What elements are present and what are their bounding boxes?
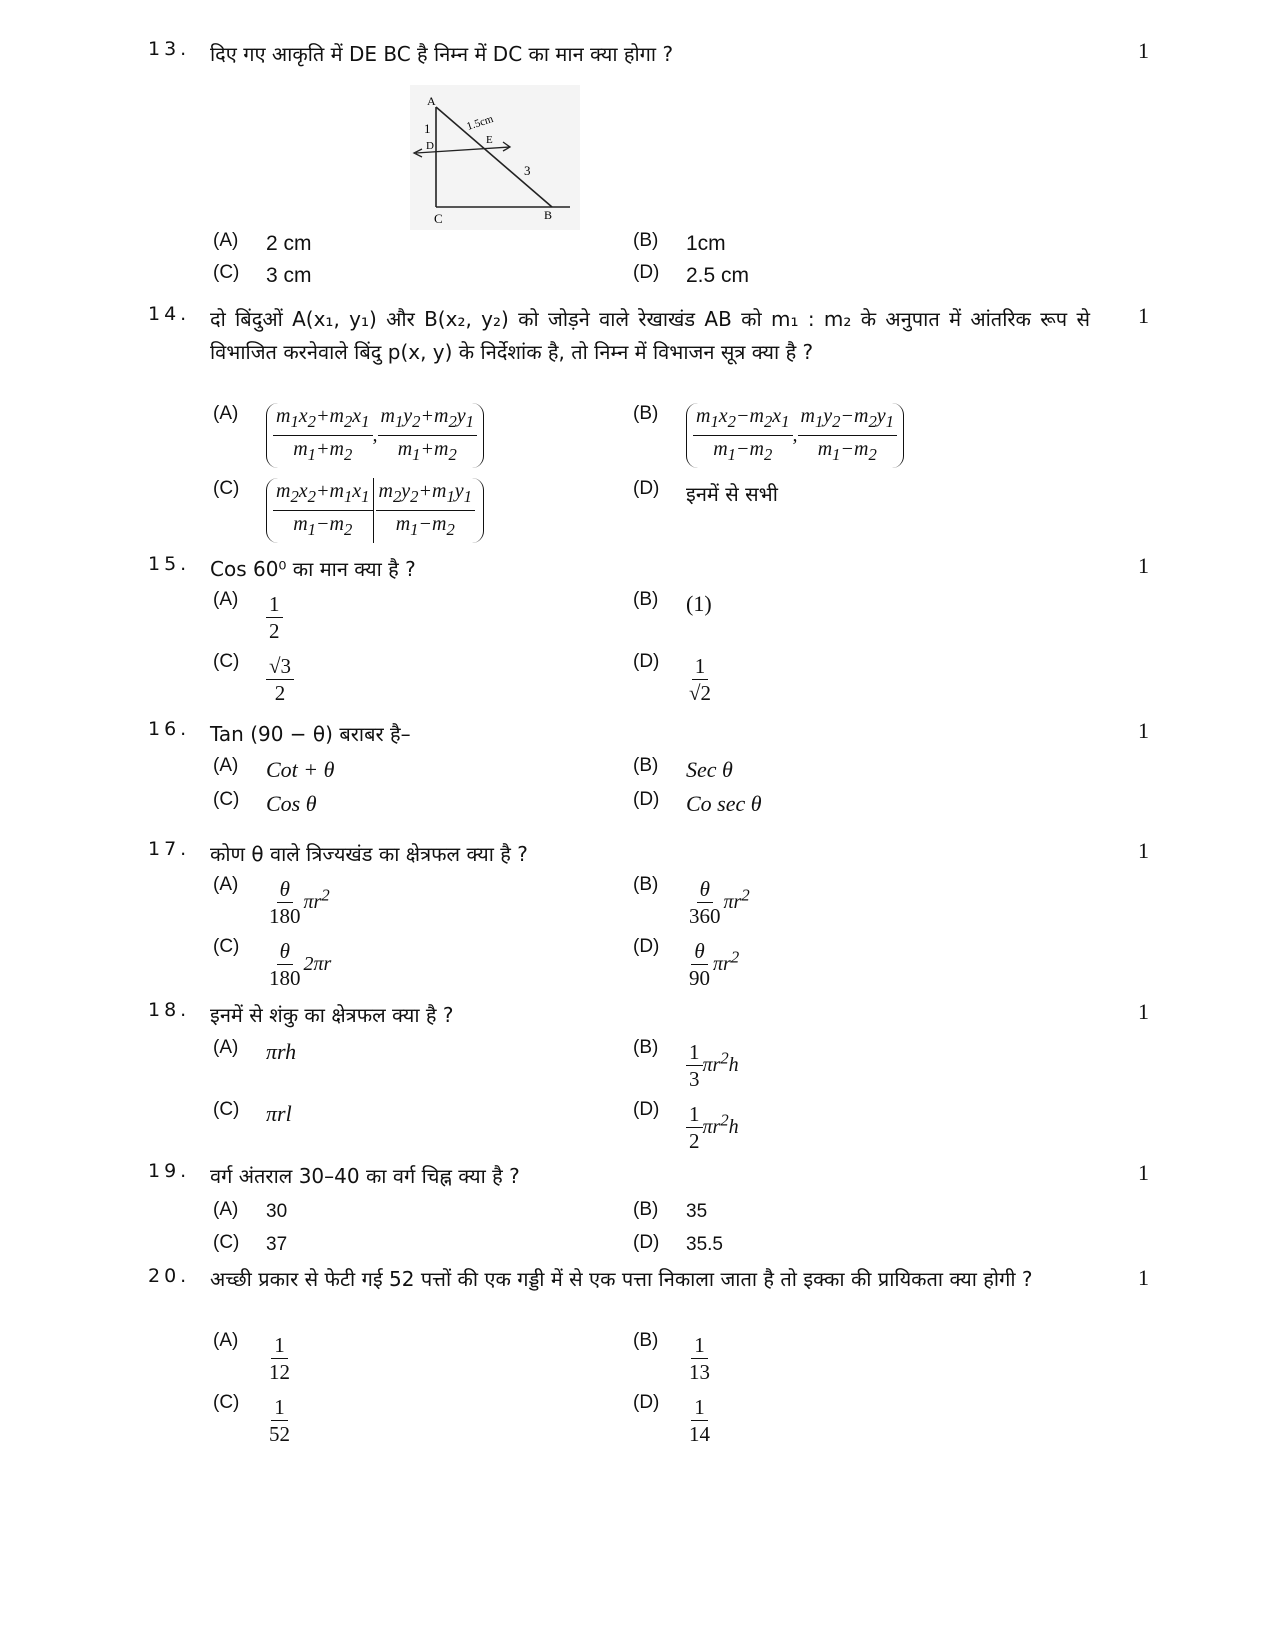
question-13: 13. दिए गए आकृति में DE BC है निम्न में DC का मान क्या होगा ? 1 (A) 2 cm (B) 1cm (C) 3 cm (D) 2.5 cm <box>148 38 1149 287</box>
question-mark: 1 <box>1138 553 1149 578</box>
figure-label-e: E <box>486 134 493 146</box>
question-text: दिए गए आकृति में DE BC है निम्न में DC का मान क्या होगा ? <box>210 42 674 66</box>
question-mark: 1 <box>1138 303 1149 328</box>
question-mark: 1 <box>1138 38 1149 63</box>
question-19: 19. वर्ग अंतराल 30–40 का वर्ग चिह्न क्या है ? 1 (A) 30 (B) 35 (C) 37 (D) 35.5 <box>148 1160 1149 1255</box>
figure-label-a: A <box>427 94 436 108</box>
formula-a: $\frac{m_1x_2+m_2x_1}{m_1+m_2}$ , $\frac{m_1y_2+m_2y_1}{m_1+m_2}$ <box>266 403 484 468</box>
figure-label-ae: 1.5cm <box>465 113 495 133</box>
question-number: 20. <box>148 1265 191 1287</box>
figure-label-b: B <box>544 208 553 222</box>
question-text: Tan (90 − θ) बराबर है– <box>210 722 411 746</box>
question-17: 17. कोण θ वाले त्रिज्यखंड का क्षेत्रफल क्या है ? 1 (A) $\frac{\theta}{180}$ $\pi r^2$ (B) $\frac{\theta}{360}$ $\pi r^2$ (C) $\frac{\theta}{180}$ 2πr (D) $\frac{\theta}{90}$ $\pi r^2$ <box>148 838 1149 990</box>
formula-b: $\frac{m_1x_2-m_2x_1}{m_1-m_2}$ , $\frac{m_1y_2-m_2y_1}{m_1-m_2}$ <box>686 403 904 468</box>
question-number: 19. <box>148 1160 191 1182</box>
question-number: 15. <box>148 553 191 575</box>
figure-label-ad: 1 <box>424 121 431 136</box>
figure-label-c: C <box>434 211 443 226</box>
question-mark: 1 <box>1138 1160 1149 1185</box>
question-text: दो बिंदुओं A(x₁, y₁) और B(x₂, y₂) को जोड़ने वाले रेखाखंड AB को m₁ : m₂ के अनुपात में आंतरिक रूप से विभाजित करनेवाले बिंदु p(x, y) के निर्देशांक है, तो निम्न में विभाजन सूत्र क्या है ? <box>210 307 1090 364</box>
figure-label-d: D <box>426 140 434 152</box>
question-mark: 1 <box>1138 1265 1149 1290</box>
question-number: 16. <box>148 718 191 740</box>
question-text: कोण θ वाले त्रिज्यखंड का क्षेत्रफल क्या है ? <box>210 842 528 866</box>
question-16: 16. Tan (90 − θ) बराबर है– 1 (A) Cot + θ (B) Sec θ (C) Cos θ (D) Co sec θ <box>148 718 1149 816</box>
figure-label-eb: 3 <box>524 163 531 178</box>
question-15: 15. Cos 60⁰ का मान क्या है ? 1 (A) $\frac{1}{2}$ (B) (1) (C) $\frac{√3}{2}$ (D) $\frac{1}{√2}$ <box>148 553 1149 705</box>
question-number: 13. <box>148 38 191 60</box>
question-text: इनमें से शंकु का क्षेत्रफल क्या है ? <box>210 1003 454 1027</box>
triangle-figure <box>410 85 580 230</box>
question-text: वर्ग अंतराल 30–40 का वर्ग चिह्न क्या है ? <box>210 1164 520 1188</box>
question-mark: 1 <box>1138 999 1149 1024</box>
question-14: 14. दो बिंदुओं A(x₁, y₁) और B(x₂, y₂) को जोड़ने वाले रेखाखंड AB को m₁ : m₂ के अनुपात में आंतरिक रूप से विभाजित करनेवाले बिंदु p(x, y) के निर्देशांक है, तो निम्न में विभाजन सूत्र क्या है ? 1 (A) $\frac{m_1x_2+m_2x_1}{m_1+m_2}$ , $\frac{m_1y_2+m_2y_1}{m_1+m_2}$ (B) $\frac{m_1x_2-m_2x_1}{m_1-m_2}$ , $\frac{m_1y_2-m_2y_1}{m_1-m_2}$ (C) $\frac{m_2x_2+m_1x_1}{m_1-m_2}$ $\frac{m_2y_2+m_1y_1}{m_1-m_2}$ (D) इनमें से सभी <box>148 303 1148 548</box>
question-text: अच्छी प्रकार से फेटी गई 52 पत्तों की एक गड्डी में से एक पत्ता निकाला जाता है तो इक्का की प्रायिकता क्या होगी ? <box>210 1267 1033 1291</box>
formula-c: $\frac{m_2x_2+m_1x_1}{m_1-m_2}$ $\frac{m_2y_2+m_1y_1}{m_1-m_2}$ <box>266 478 484 543</box>
question-mark: 1 <box>1138 838 1149 863</box>
question-text: Cos 60⁰ का मान क्या है ? <box>210 557 416 581</box>
question-number: 14. <box>148 303 191 325</box>
question-20: 20. अच्छी प्रकार से फेटी गई 52 पत्तों की एक गड्डी में से एक पत्ता निकाला जाता है तो इक्का की प्रायिकता क्या होगी ? 1 (A) $\frac{1}{12}$ (B) $\frac{1}{13}$ (C) $\frac{1}{52}$ (D) $\frac{1}{14}$ <box>148 1265 1149 1446</box>
question-mark: 1 <box>1138 718 1149 743</box>
question-number: 17. <box>148 838 191 860</box>
question-18: 18. इनमें से शंकु का क्षेत्रफल क्या है ? 1 (A) πrh (B) $\frac{1}{3}$ $\pi r^2h$ (C) πrl (D) $\frac{1}{2}$ $\pi r^2h$ <box>148 999 1149 1153</box>
question-number: 18. <box>148 999 191 1021</box>
